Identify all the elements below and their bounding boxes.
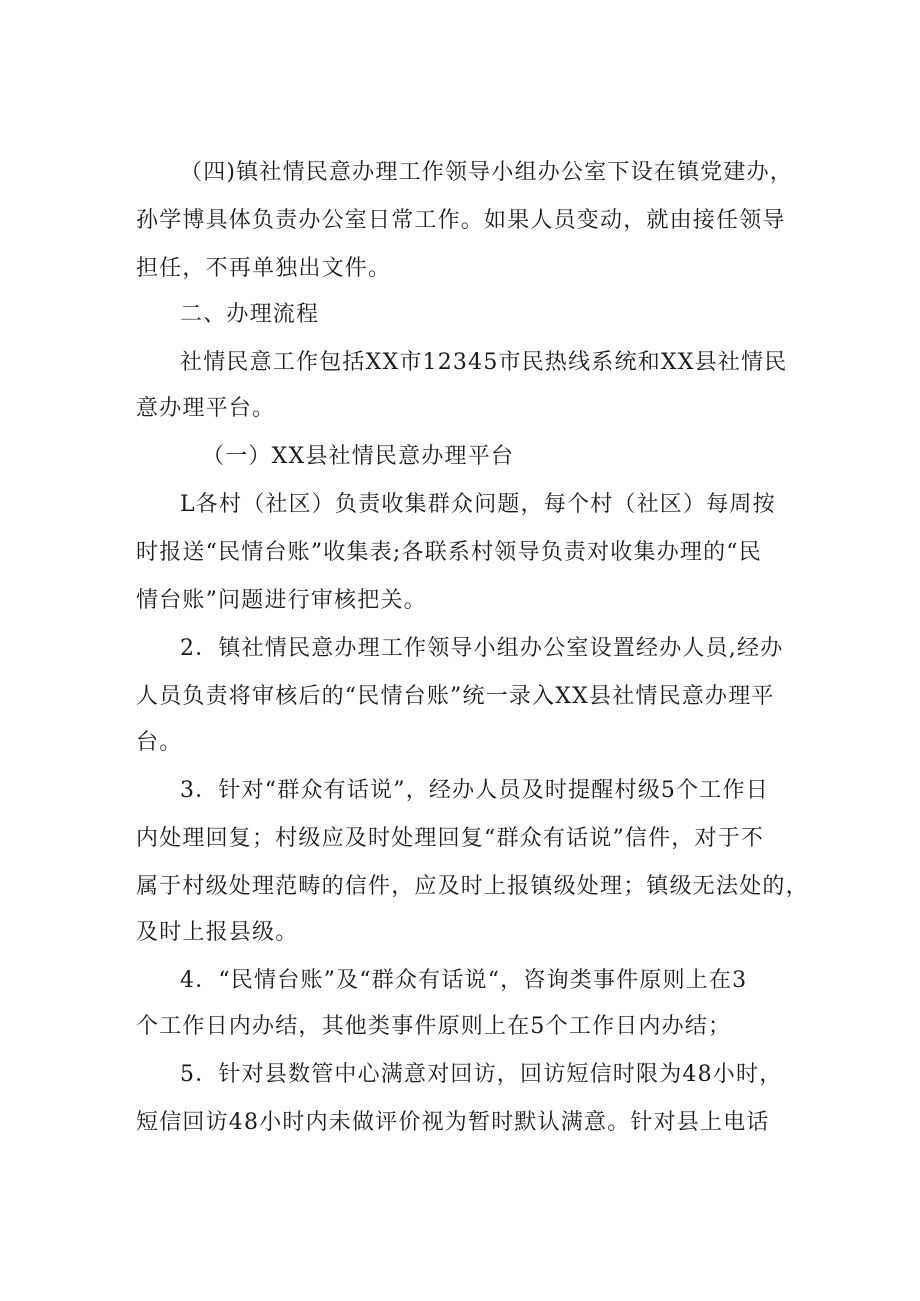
item-4-line-2: 个工作日内办结，其他类事件原则上在5个工作日内办结； — [136, 1014, 732, 1039]
intro-line-2: 意办理平台。 — [136, 396, 276, 421]
item-3-line-2: 内处理回复；村级应及时处理回复“群众有话说”信件，对于不 — [136, 826, 765, 851]
item-1-line-3: 情台账”问题进行审核把关。 — [136, 588, 427, 613]
item-3-line-4: 及时上报县级。 — [136, 920, 299, 945]
item-1-line-2: 时报送“民情台账”收集表;各联系村领导负责对收集办理的“民 — [136, 540, 762, 565]
paragraph-4-line-2: 孙学博具体负责办公室日常工作。如果人员变动，就由接任领导 — [136, 208, 786, 233]
subsection-heading-platform: （一）XX县社情民意办理平台 — [202, 444, 515, 469]
paragraph-4-line-1: （四)镇社情民意办理工作领导小组办公室下设在镇党建办， — [180, 160, 793, 185]
item-1-line-1: L各村（社区）负责收集群众问题，每个村（社区）每周按 — [180, 492, 776, 517]
paragraph-4-line-3: 担任，不再单独出文件。 — [136, 256, 392, 281]
intro-line-1: 社情民意工作包括XX市12345市民热线系统和XX县社情民 — [180, 350, 788, 375]
section-heading-process: 二、办理流程 — [180, 302, 320, 327]
item-5-line-1: 5．针对县数管中心满意对回访，回访短信时限为48小时， — [180, 1062, 783, 1087]
item-5-line-2: 短信回访48小时内未做评价视为暂时默认满意。针对县上电话 — [136, 1110, 770, 1135]
item-2-line-3: 台。 — [136, 730, 183, 755]
item-2-line-2: 人员负责将审核后的“民情台账”统一录入XX县社情民意办理平 — [136, 684, 775, 709]
item-4-line-1: 4．“民情台账”及“群众有话说“，咨询类事件原则上在3 — [180, 968, 748, 993]
item-3-line-3: 属于村级处理范畴的信件，应及时上报镇级处理；镇级无法处的， — [136, 874, 809, 899]
item-3-line-1: 3．针对“群众有话说”，经办人员及时提醒村级5个工作日 — [180, 778, 769, 803]
item-2-line-1: 2．镇社情民意办理工作领导小组办公室设置经办人员,经办 — [180, 636, 784, 661]
